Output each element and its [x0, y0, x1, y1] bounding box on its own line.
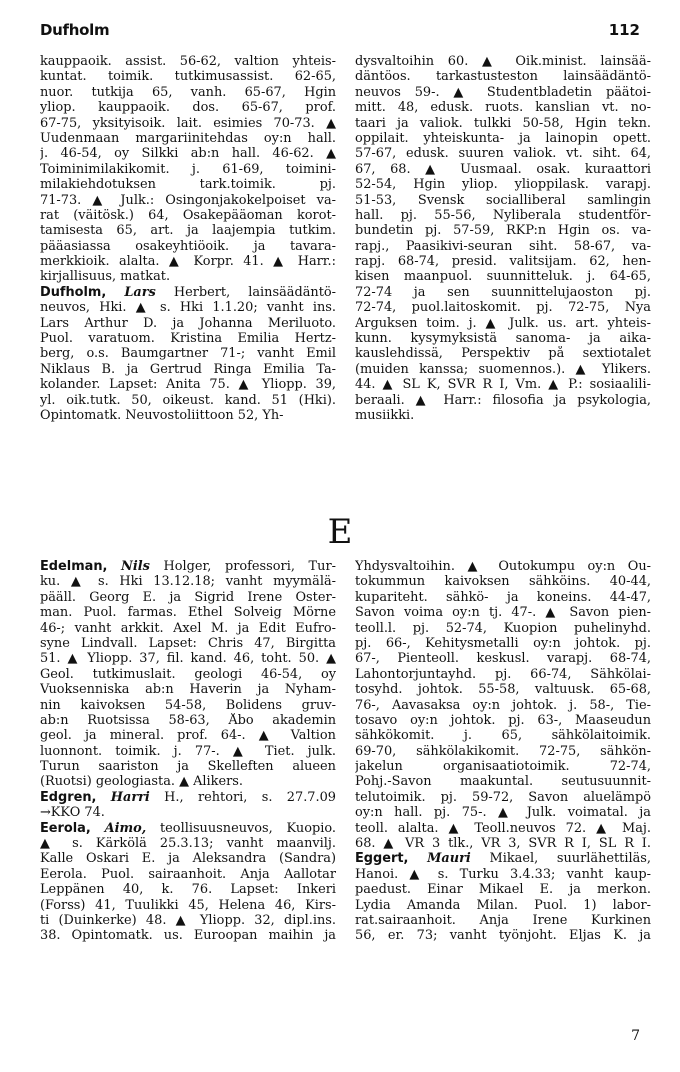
text-line: pj. 66-, Kehitysmetalli oy:n johtok. pj.: [355, 635, 651, 651]
text-line: paedust. Einar Mikael E. ja merkon.: [355, 882, 651, 898]
text-line: 67, 68. ▲ Uusmaal. osak. kuraattori: [355, 161, 651, 177]
text-line: yl. oik.tutk. 50, oikeust. kand. 51 (Hki).: [40, 392, 336, 408]
column-top-left: [40, 54, 336, 423]
text-line: oppilait. yhteiskunta- ja lainopin opett.: [355, 130, 651, 146]
text-line: 72-74, puol.laitoskomit. pj. 72-75, Nya: [355, 300, 651, 316]
text-line: luonnont. toimik. j. 77-. ▲ Tiet. julk.: [40, 743, 336, 759]
entry-surname: Edelman,: [40, 559, 108, 574]
text-line: milakiehdotuksen tark.toimik. pj.: [40, 177, 336, 193]
text-line: ▲ s. Kärkölä 25.3.13; vanht maanvilj.: [40, 836, 336, 852]
text-line: Vuoksenniska ab:n Haverin ja Nyham-: [40, 682, 336, 698]
text-line: rapj. 68-74, presid. valitsijam. 62, hen-: [355, 254, 651, 270]
text-line: geol. ja mineral. prof. 64-. ▲ Valtion: [40, 728, 336, 744]
text-line: 51. ▲ Yliopp. 37, fil. kand. 46, toht. 50. ▲: [40, 651, 336, 667]
entry-surname: Dufholm,: [40, 284, 107, 300]
text-line: tokummun kaivoksen sähköins. 40-44,: [355, 574, 651, 590]
text-line: bundetin pj. 57-59, RKP:n Hgin os. va-: [355, 223, 651, 239]
text-line: taari ja valiok. tulkki 50-58, Hgin tekn.: [355, 115, 651, 131]
entry-text: Mikael, suurlähettiläs,: [489, 851, 651, 867]
entry-first-line: [40, 790, 336, 805]
text-line: j. 46-54, oy Silkki ab:n hall. 46-62. ▲: [40, 146, 336, 162]
text-line: (Ruotsi) geologiasta. ▲ Alikers.: [40, 774, 243, 790]
page-number-bottom: 7: [631, 1028, 640, 1044]
text-line: mitt. 48, edusk. ruots. kanslian vt. no-: [355, 100, 651, 116]
entry-text: H., rehtori, s. 27.7.09: [164, 789, 336, 805]
entry-given-name: Mauri: [427, 851, 471, 867]
text-line: beraali. ▲ Harr.: filosofia ja psykologia,: [355, 392, 651, 408]
text-line: rat.sairaanhoit. Anja Irene Kurkinen: [355, 912, 651, 928]
text-line: merkkioik. alalta. ▲ Korpr. 41. ▲ Harr.:: [40, 254, 336, 270]
text-line: Uudenmaan margariinitehdas oy:n hall.: [40, 130, 336, 146]
page-number-top: 112: [608, 21, 640, 39]
text-line: 67-, Pienteoll. keskusl. varapj. 68-74,: [355, 651, 651, 667]
text-line: nuor. tutkija 65, vanh. 65-67, Hgin: [40, 84, 336, 100]
entry-first-line: [40, 821, 336, 836]
entry-given-name: Lars: [124, 284, 156, 300]
text-line: 38. Opintomatk. us. Euroopan maihin ja: [40, 928, 336, 944]
text-line: berg, o.s. Baumgartner 71-; vanht Emil: [40, 346, 336, 362]
text-line: neuvos, Hki. ▲ s. Hki 1.1.20; vanht ins.: [40, 300, 336, 316]
text-line: kupariteht. sähkö- ja koneins. 44-47,: [355, 589, 651, 605]
text-line: telutoimik. pj. 59-72, Savon aluelämpö: [355, 789, 651, 805]
entry-surname: Eggert,: [355, 851, 409, 867]
text-line: kauslehdissä, Perspektiv på sextiotalet: [355, 346, 651, 362]
text-line: Geol. tutkimuslait. geologi 46-54, oy: [40, 666, 336, 682]
entry-text: teollisuusneuvos, Kuopio.: [160, 820, 336, 836]
text-line: kolander. Lapset: Anita 75. ▲ Yliopp. 39,: [40, 377, 336, 393]
text-line: Toiminimilakikomit. j. 61-69, toimini-: [40, 161, 336, 177]
text-line: 67-75, yksityisoik. lait. esimies 70-73. ▲: [40, 115, 336, 131]
entry-first-line: [40, 559, 336, 574]
running-head: Dufholm: [40, 21, 110, 39]
text-line: Lahontorjuntayhd. pj. 66-74, Sähkölai-: [355, 666, 651, 682]
text-line: 46-; vanht arkkit. Axel M. ja Edit Eufro-: [40, 620, 336, 636]
text-line: Pohj.-Savon maakuntal. seutusuunnit-: [355, 774, 651, 790]
text-line: rapj., Paasikivi-seuran siht. 58-67, va-: [355, 238, 651, 254]
text-line: tosavo oy:n johtok. pj. 63-, Maaseudun: [355, 712, 651, 728]
text-line: däntöos. tarkastusteston lainsäädäntö-: [355, 69, 651, 85]
section-letter: E: [327, 512, 353, 552]
text-line: Kalle Oskari E. ja Aleksandra (Sandra): [40, 851, 336, 867]
text-line: kuntat. toimik. tutkimusassist. 62-65,: [40, 69, 336, 85]
text-line: syne Lindvall. Lapset: Chris 47, Birgitta: [40, 635, 336, 651]
text-line: nin kaivoksen 54-58, Bolidens gruv-: [40, 697, 336, 713]
text-line: →KKO 74.: [40, 805, 105, 821]
text-line: rat (väitösk.) 64, Osakepääoman korot-: [40, 207, 336, 223]
entry-text: Herbert, lainsäädäntö-: [173, 284, 336, 300]
entry-surname: Eerola,: [40, 820, 91, 836]
text-line: 69-70, sähkölakikomit. 72-75, sähkön-: [355, 743, 651, 759]
column-bottom-right: [355, 559, 651, 944]
text-line: 51-53, Svensk socialliberal samlingin: [355, 192, 651, 208]
text-line: kirjallisuus, matkat.: [40, 269, 171, 285]
text-line: (Forss) 41, Tuulikki 45, Helena 46, Kirs-: [40, 897, 336, 913]
text-line: kisen maanpuol. suunnitteluk. j. 64-65,: [355, 269, 651, 285]
text-line: kunn. kysymyksistä sanoma- ja aika-: [355, 331, 651, 347]
text-line: pääasiassa osakeyhtiöoik. ja tavara-: [40, 238, 336, 254]
entry-given-name: Nils: [121, 559, 150, 574]
entry-given-name: Aimo,: [104, 820, 147, 836]
text-line: (muiden kanssa; suomennos.). ▲ Ylikers.: [355, 361, 651, 377]
text-line: Puol. varatuom. Kristina Emilia Hertz-: [40, 331, 336, 347]
text-line: jakelun organisaatiotoimik. 72-74,: [355, 759, 651, 775]
text-line: 56, er. 73; vanht työnjoht. Eljas K. ja: [355, 928, 651, 944]
text-line: tamisesta 65, art. ja laajempia tutkim.: [40, 223, 336, 239]
text-line: Arguksen toim. j. ▲ Julk. us. art. yhteis-: [355, 315, 651, 331]
text-line: Savon voima oy:n tj. 47-. ▲ Savon pien-: [355, 605, 651, 621]
text-line: ab:n Ruotsissa 58-63, Åbo akademin: [40, 712, 336, 728]
text-line: ku. ▲ s. Hki 13.12.18; vanht myymälä-: [40, 574, 336, 590]
text-line: oy:n hall. pj. 75-. ▲ Julk. voimatal. ja: [355, 805, 651, 821]
entry-text: Holger, professori, Tur-: [163, 559, 336, 574]
text-line: man. Puol. farmas. Ethel Solveig Mörne: [40, 605, 336, 621]
text-line: musiikki.: [355, 407, 415, 423]
text-line: 52-54, Hgin yliop. ylioppilask. varapj.: [355, 177, 651, 193]
entry-first-line: [40, 285, 336, 300]
text-line: teoll. alalta. ▲ Teoll.neuvos 72. ▲ Maj.: [355, 820, 651, 836]
text-line: hall. pj. 55-56, Nyliberala studentför-: [355, 207, 651, 223]
entry-surname: Edgren,: [40, 789, 97, 805]
text-line: Lydia Amanda Milan. Puol. 1) labor-: [355, 897, 651, 913]
text-line: 57-67, edusk. suuren valiok. vt. siht. 64,: [355, 146, 651, 162]
text-line: 44. ▲ SL K, SVR R I, Vm. ▲ P.: sosiaalili-: [355, 377, 651, 393]
text-line: 68. ▲ VR 3 tlk., VR 3, SVR R I, SL R I.: [355, 836, 651, 852]
entry-first-line: [355, 851, 651, 866]
text-line: tosyhd. johtok. 55-58, valtuusk. 65-68,: [355, 682, 651, 698]
text-line: ti (Duinkerke) 48. ▲ Yliopp. 32, dipl.ins.: [40, 912, 336, 928]
text-line: yliop. kauppaoik. dos. 65-67, prof.: [40, 100, 336, 116]
entry-given-name: Harri: [110, 789, 150, 805]
text-line: Eerola. Puol. sairaanhoit. Anja Aallotar: [40, 866, 336, 882]
column-top-right: [355, 54, 651, 423]
text-line: 76-, Aavasaksa oy:n johtok. j. 58-, Tie-: [355, 697, 651, 713]
text-line: Opintomatk. Neuvostoliittoon 52, Yh-: [40, 407, 284, 423]
text-line: Yhdysvaltoihin. ▲ Outokumpu oy:n Ou-: [355, 559, 651, 574]
text-line: Hanoi. ▲ s. Turku 3.4.33; vanht kaup-: [355, 866, 651, 882]
text-line: 71-73. ▲ Julk.: Osingonjakokelpoiset va-: [40, 192, 336, 208]
text-line: 72-74 ja sen suunnittelujaoston pj.: [355, 284, 651, 300]
text-line: Turun saariston ja Skelleften alueen: [40, 759, 336, 775]
text-line: kauppaoik. assist. 56-62, valtion yhteis-: [40, 54, 336, 69]
text-line: Niklaus B. ja Gertrud Ringa Emilia Ta-: [40, 361, 336, 377]
text-line: teoll.l. pj. 52-74, Kuopion puhelinyhd.: [355, 620, 651, 636]
text-line: pääll. Georg E. ja Sigrid Irene Öster-: [40, 589, 336, 605]
text-line: Leppänen 40, k. 76. Lapset: Inkeri: [40, 882, 336, 898]
column-bottom-left: [40, 559, 336, 944]
text-line: Lars Arthur D. ja Johanna Meriluoto.: [40, 315, 336, 331]
text-line: dysvaltoihin 60. ▲ Oik.minist. lainsää-: [355, 54, 651, 69]
text-line: neuvos 59-. ▲ Studentbladetin päätoi-: [355, 84, 651, 100]
text-line: sähkökomit. j. 65, sähkölaitoimik.: [355, 728, 651, 744]
